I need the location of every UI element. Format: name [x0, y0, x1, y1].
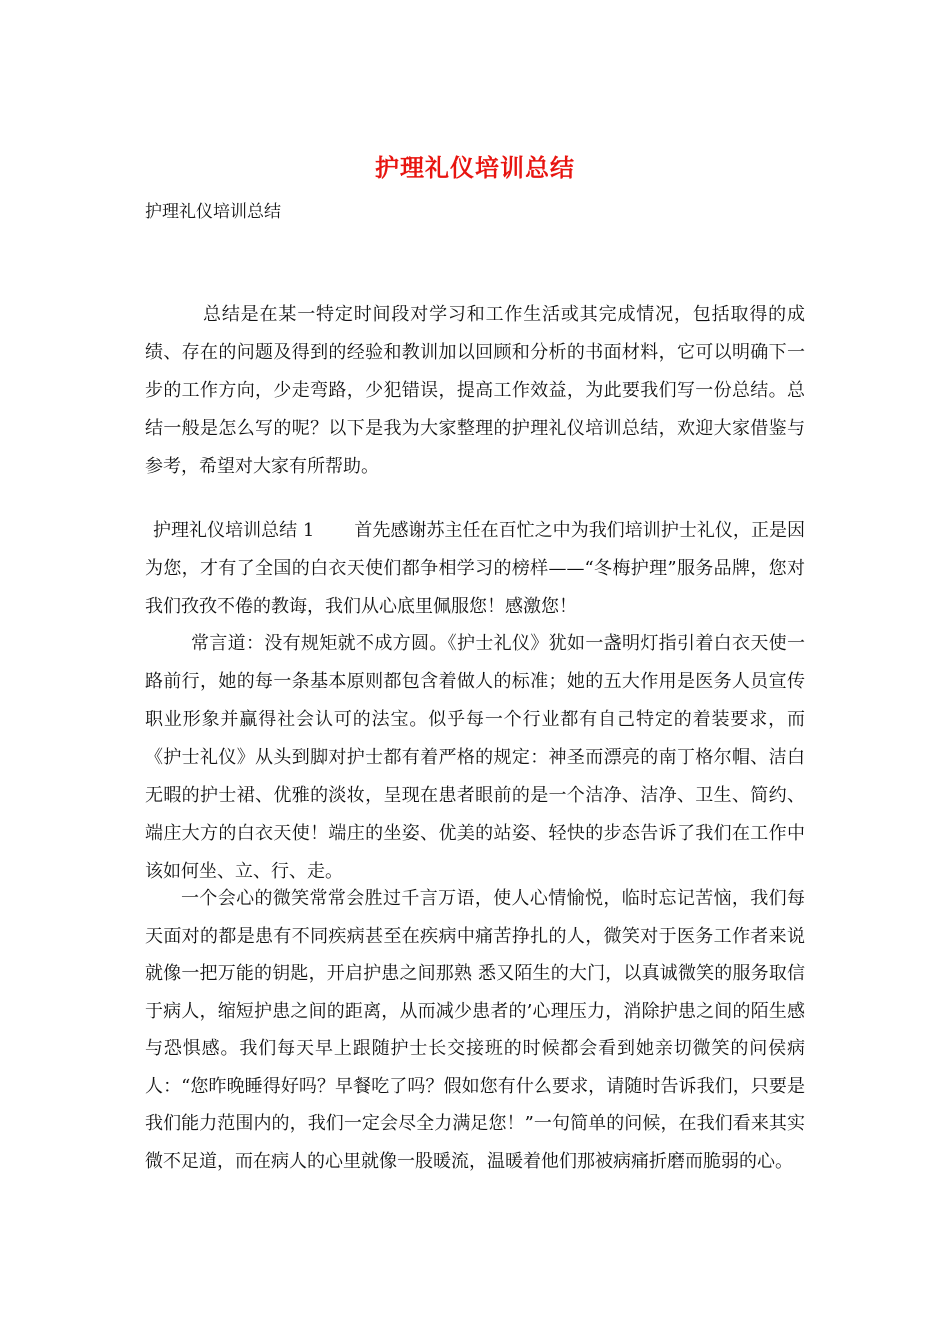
body-paragraph-3: 一个会心的微笑常常会胜过千言万语，使人心情愉悦，临时忘记苦恼，我们每天面对的都是患有不同疾病甚至在疾病中痛苦挣扎的人，微笑对于医务工作者来说就像一把万能的钥匙，开启护患之间那熟 悉又陌生的大门，以真诚微笑的服务取信于病人，缩短护患之间的距离，从而减少患者的’心理压力，消除护患之间的陌生感与恐惧感。我们每天早上跟随护士长交接班的时候都会看到她亲切微笑的问侯病人：“您昨晚睡得好吗？早餐吃了吗？假如您有什么要求，请随时告诉我们，只要是我们能力范围内的，我们一定会尽全力满足您！”一句简单的问候，在我们看来其实微不足道，而在病人的心里就像一股暖流，温暖着他们那被病痛折磨而脆弱的心。	[145, 888, 805, 1172]
body-paragraph-2: 常言道：没有规矩就不成方圆。《护士礼仪》犹如一盏明灯指引着白衣天使一路前行，她的每一条基本原则都包含着做人的标准；她的五大作用是医务人员宣传职业形象并赢得社会认可的法宝。似乎每一个行业都有自己特定的着装要求，而《护士礼仪》从头到脚对护士都有着严格的规定：神圣而漂亮的南丁格尔帽、洁白无暇的护士裙、优雅的淡妆，呈现在患者眼前的是一个洁净、洁净、卫生、简约、端庄大方的白衣天使！端庄的坐姿、优美的站姿、轻快的步态告诉了我们在工作中该如何坐、立、行、走。	[145, 633, 805, 882]
intro-paragraph: 总结是在某一特定时间段对学习和工作生活或其完成情况，包括取得的成绩、存在的问题及得到的经验和教训加以回顾和分析的书面材料，它可以明确下一步的工作方向，少走弯路，少犯错误，提高工作效益，为此要我们写一份总结。总结一般是怎么写的呢？以下是我为大家整理的护理礼仪培训总结，欢迎大家借鉴与参考，希望对大家有所帮助。	[145, 304, 805, 477]
document-title: 护理礼仪培训总结	[375, 153, 575, 182]
section-1-paragraph	[145, 512, 805, 626]
section-heading: 护理礼仪培训总结 1	[153, 520, 315, 541]
section-opening-text: 首先感谢苏主任在百忙之中为我们培训护士礼仪，正是因为您，才有了全国的白衣天使们都争相学习的榜样——“冬梅护理”服务品牌，您对我们孜孜不倦的教诲，我们从心底里佩服您！感激您！	[145, 520, 805, 617]
document-subtitle: 护理礼仪培训总结	[145, 202, 281, 222]
